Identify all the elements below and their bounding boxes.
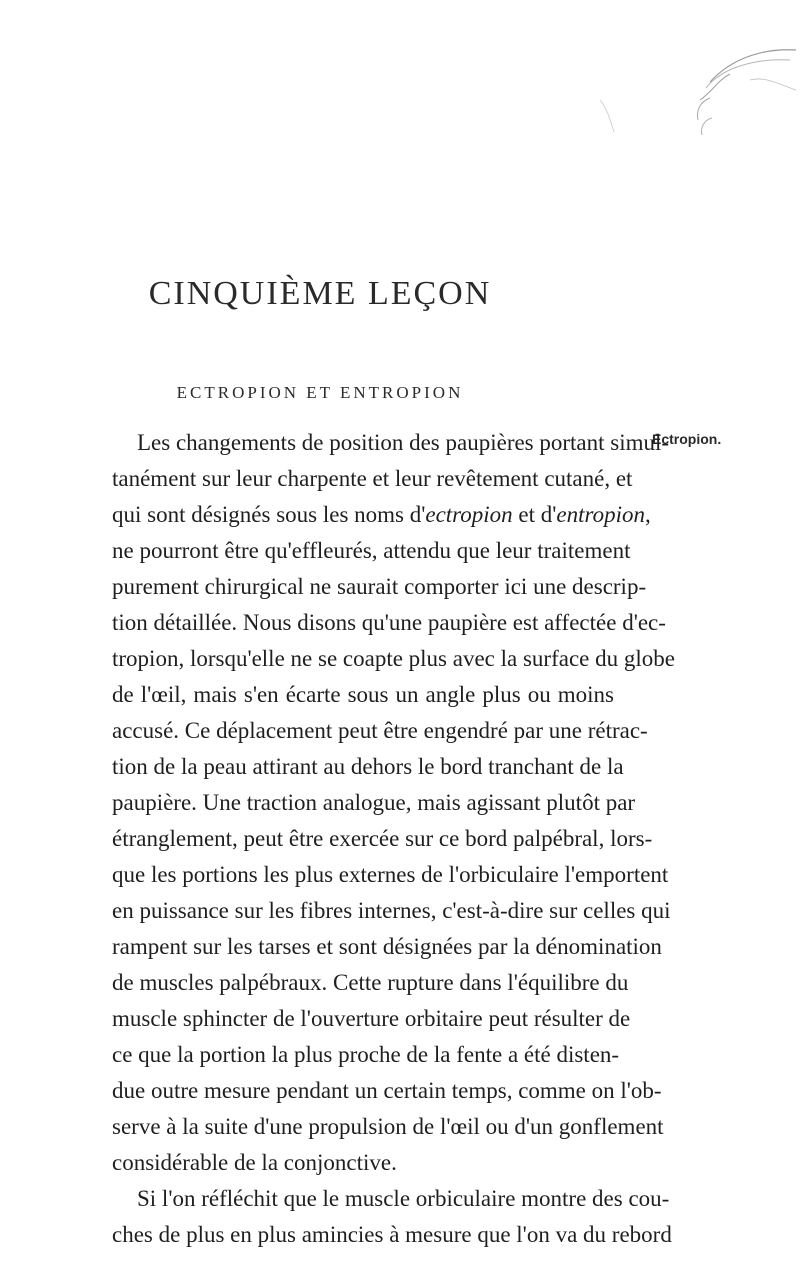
- text-line: tanément sur leur charpente et leur revêtement cutané, et: [112, 466, 633, 491]
- text-line: ches de plus en plus amincies à mesure que l'on va du rebord: [112, 1222, 672, 1247]
- chapter-subtitle: ECTROPION ET ENTROPION: [176, 383, 464, 402]
- text-line: considérable de la conjonctive.: [112, 1150, 397, 1175]
- text-line: [112, 497, 651, 533]
- text-line: en puissance sur les fibres internes, c'est-à-dire sur celles qui: [112, 898, 671, 923]
- chapter-title: CINQUIÈME LEÇON: [148, 275, 492, 312]
- text-line: de muscles palpébraux. Cette rupture dans l'équilibre du: [112, 970, 629, 995]
- text-line: Les changements de position des paupières portant simul-: [137, 430, 670, 455]
- term-entropion: entropion: [556, 502, 646, 527]
- text-line: accusé. Ce déplacement peut être engendré par une rétrac-: [112, 718, 648, 743]
- text-line: serve à la suite d'une propulsion de l'œil ou d'un gonflement: [112, 1114, 664, 1139]
- text-line: ce que la portion la plus proche de la fente a été disten-: [112, 1042, 620, 1067]
- text-span: ,: [645, 502, 651, 527]
- margin-note: Ectropion.: [652, 431, 722, 447]
- text-line: purement chirurgical ne saurait comporter ici une descrip-: [112, 574, 647, 599]
- text-line: étranglement, peut être exercée sur ce bord palpébral, lors-: [112, 826, 653, 851]
- text-span: qui sont désignés sous les noms d': [112, 502, 426, 527]
- text-line: tion de la peau attirant au dehors le bord tranchant de la: [112, 754, 624, 779]
- text-line: tion détaillée. Nous disons qu'une paupière est affectée d'ec-: [112, 610, 666, 635]
- ink-blot-mark: [600, 40, 800, 160]
- text-line: ne pourront être qu'effleurés, attendu que leur traitement: [112, 538, 631, 563]
- text-line: de l'œil, mais s'en écarte sous un angle plus ou moins: [112, 682, 614, 707]
- text-span: et d': [512, 502, 557, 527]
- text-line: Si l'on réfléchit que le muscle orbiculaire montre des cou-: [137, 1186, 670, 1211]
- text-line: due outre mesure pendant un certain temps, comme on l'ob-: [112, 1078, 662, 1103]
- text-line: paupière. Une traction analogue, mais agissant plutôt par: [112, 790, 636, 815]
- text-line: tropion, lorsqu'elle ne se coapte plus avec la surface du globe: [112, 646, 675, 671]
- term-ectropion: ectropion: [425, 502, 513, 527]
- text-line: muscle sphincter de l'ouverture orbitaire peut résulter de: [112, 1006, 631, 1031]
- text-line: rampent sur les tarses et sont désignées par la dénomination: [112, 934, 662, 959]
- text-line: que les portions les plus externes de l'orbiculaire l'emportent: [112, 862, 669, 887]
